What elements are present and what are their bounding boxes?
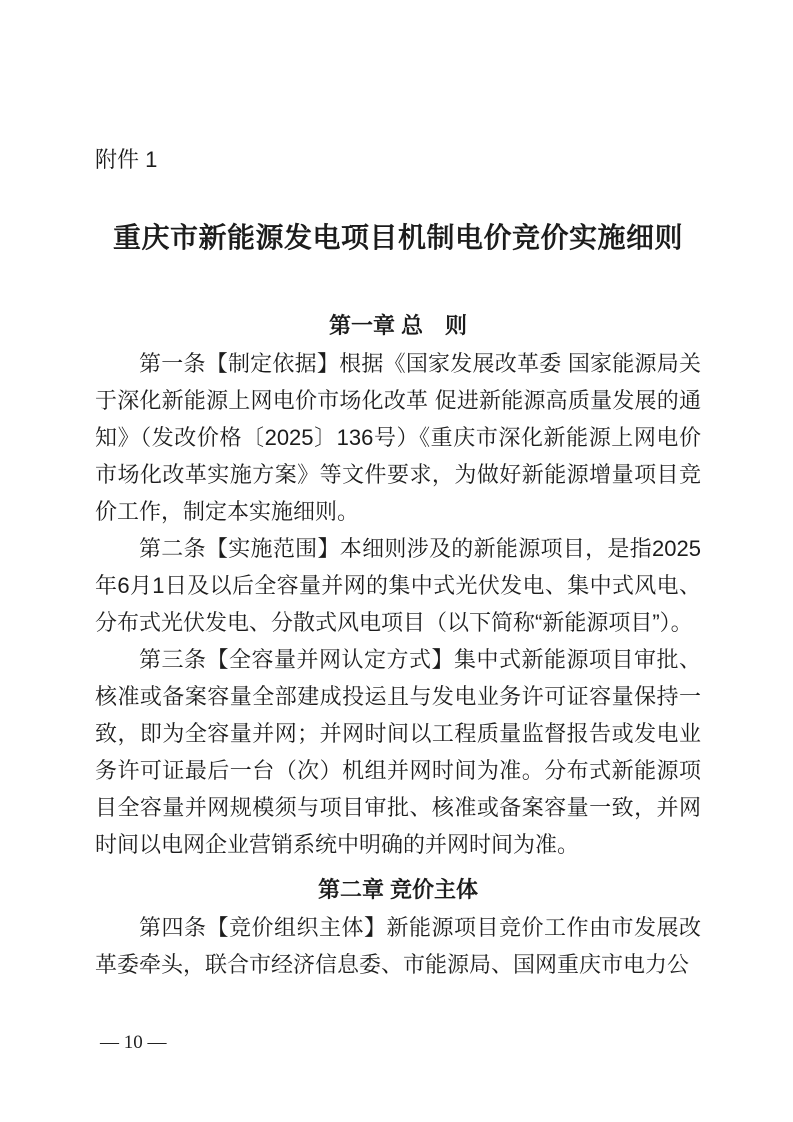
chapter-1-heading: 第一章 总 则 — [328, 313, 468, 338]
chapter-2-heading: 第二章 竞价主体 — [317, 877, 479, 902]
document-title: 重庆市新能源发电项目机制电价竞价实施细则 — [112, 222, 683, 253]
paragraph-article-2: 第二条【实施范围】本细则涉及的新能源项目，是指2025年6月1日及以后全容量并网的集中式光伏发电、集中式风电、分布式光伏发电、分散式风电项目（以下简称“新能源项目”）。 — [95, 536, 701, 635]
paragraph-article-3: 第三条【全容量并网认定方式】集中式新能源项目审批、核准或备案容量全部建成投运且与发电业务许可证容量保持一致，即为全容量并网；并网时间以工程质量监督报告或发电业务许可证最后一台（次）机组并网时间为准。分布式新能源项目全容量并网规模须与项目审批、核准或备案容量一致，并网时间以电网企业营销系统中明确的并网时间为准。 — [95, 647, 701, 857]
attachment-label: 附件 1 — [95, 147, 158, 172]
page-number: — 10 — — [100, 1032, 167, 1053]
document-content — [95, 0, 701, 983]
paragraph-article-4: 第四条【竞价组织主体】新能源项目竞价工作由市发展改革委牵头，联合市经济信息委、市能源局、国网重庆市电力公 — [95, 915, 701, 977]
paragraph-article-1: 第一条【制定依据】根据《国家发展改革委 国家能源局关于深化新能源上网电价市场化改革 促进新能源高质量发展的通知》（发改价格〔2025〕136号）《重庆市深化新能源上网电价市场化改革实施方案》等文件要求，为做好新能源增量项目竞价工作，制定本实施细则。 — [95, 351, 701, 524]
